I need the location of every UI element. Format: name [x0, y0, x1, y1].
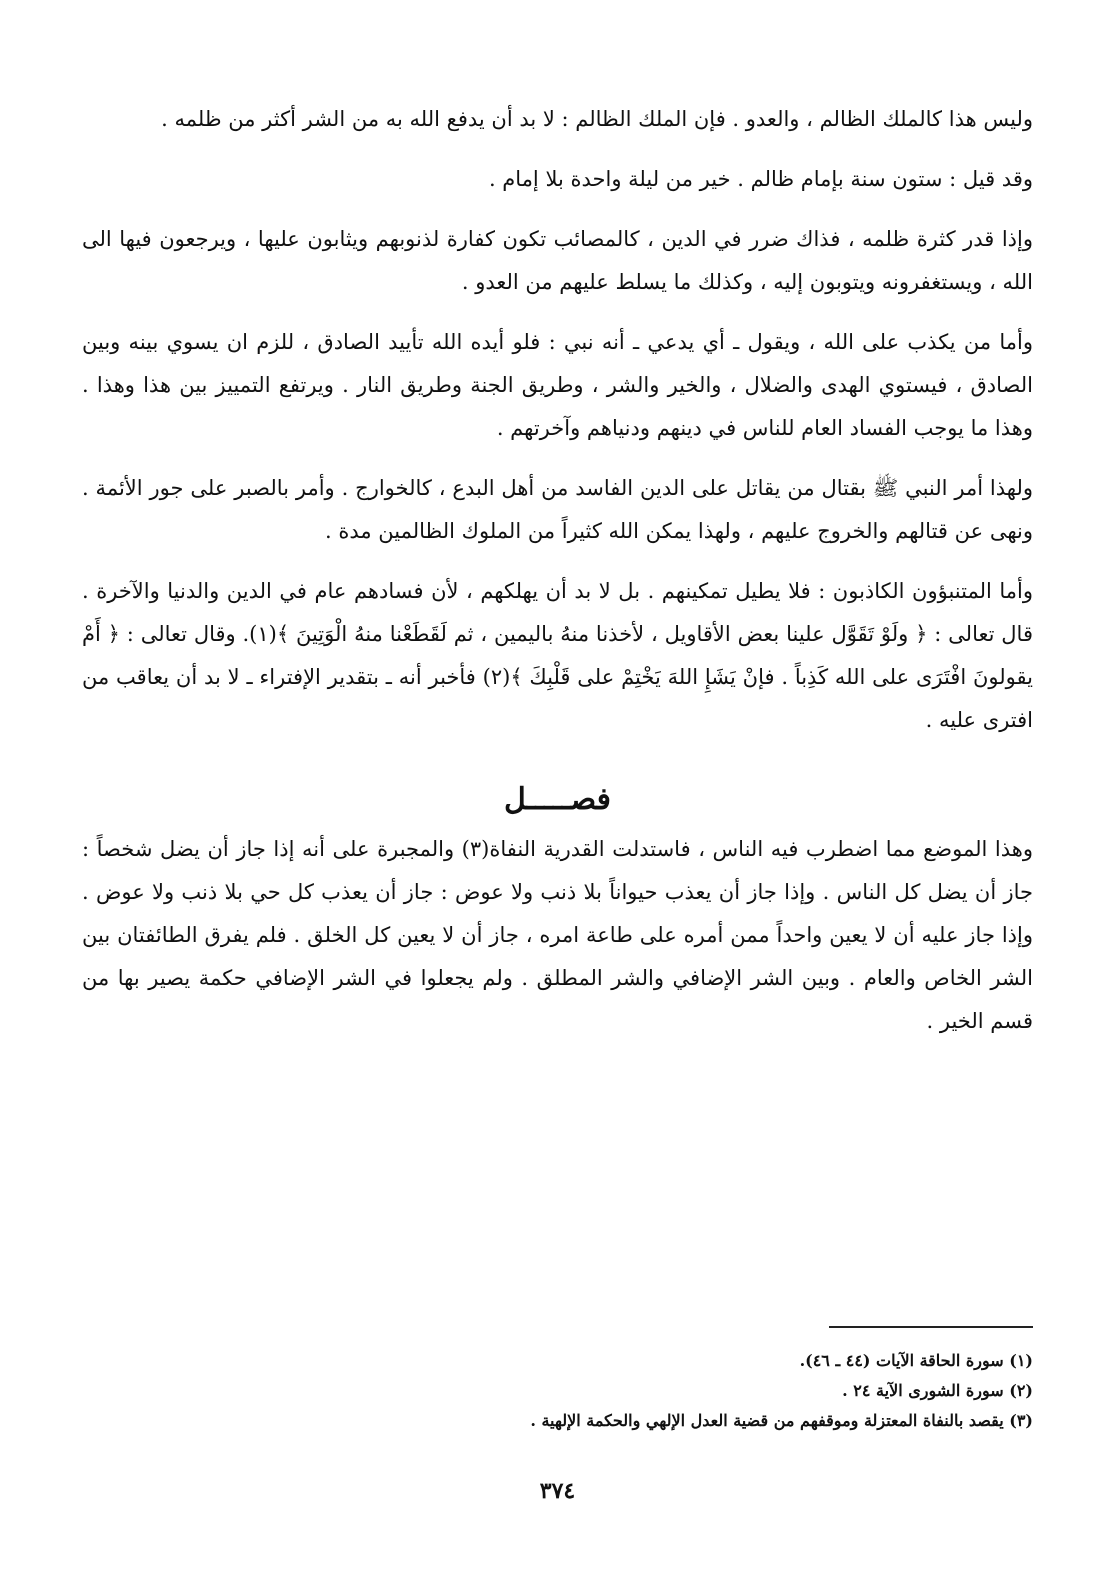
paragraph-2: وقد قيل : ستون سنة بإمام ظالم . خير من ليلة واحدة بلا إمام . — [488, 167, 1033, 191]
section-heading: فصـــــل — [503, 782, 612, 817]
paragraph-3: وإذا قدر كثرة ظلمه ، فذاك ضرر في الدين ، كالمصائب تكون كفارة لذنوبهم ويثابون عليها ، ويرجعون فيها الى الله ، ويستغفرونه ويتوبون إليه ، وكذلك ما يسلط عليهم من العدو . — [82, 227, 1033, 294]
footnote-2: (٢) سورة الشورى الآية ٢٤ . — [842, 1381, 1033, 1400]
page-number: ٣٧٤ — [539, 1478, 576, 1504]
section-paragraph: وهذا الموضع مما اضطرب فيه الناس ، فاستدلت القدرية النفاة(٣) والمجبرة على أنه إذا جاز أن يضل شخصاً : جاز أن يضل كل الناس . وإذا جاز أن يعذب حيواناً بلا ذنب ولا عوض : جاز أن يعذب كل حي بلا ذنب ولا عوض . وإذا جاز عليه أن لا يعين واحداً ممن أمره على طاعة امره ، جاز أن لا يعين كل الخلق . فلم يفرق الطائفتان بين الشر الخاص والعام . وبين الشر الإضافي والشر المطلق . ولم يجعلوا في الشر الإضافي حكمة يصير بها من قسم الخير . — [82, 837, 1033, 1033]
footnote-3: (٣) يقصد بالنفاة المعتزلة وموقفهم من قضية العدل الإلهي والحكمة الإلهية . — [530, 1411, 1033, 1430]
paragraph-1: وليس هذا كالملك الظالم ، والعدو . فإن الملك الظالم : لا بد أن يدفع الله به من الشر أكثر من ظلمه . — [161, 107, 1033, 131]
paragraph-5: ولهذا أمر النبي ﷺ بقتال من يقاتل على الدين الفاسد من أهل البدع ، كالخوارج . وأمر بالصبر على جور الأئمة . ونهى عن قتالهم والخروج عليهم ، ولهذا يمكن الله كثيراً من الملوك الظالمين مدة . — [82, 476, 1033, 543]
footnote-1: (١) سورة الحاقة الآيات (٤٤ ـ ٤٦). — [799, 1351, 1033, 1370]
paragraph-4: وأما من يكذب على الله ، ويقول ـ أي يدعي ـ أنه نبي : فلو أيده الله تأييد الصادق ، للزم ان يسوي بينه وبين الصادق ، فيستوي الهدى والضلال ، والخير والشر ، وطريق الجنة وطريق النار . ويرتفع التمييز بين هذا وهذا . وهذا ما يوجب الفساد العام للناس في دينهم ودنياهم وآخرتهم . — [82, 330, 1033, 440]
paragraph-6: وأما المتنبؤون الكاذبون : فلا يطيل تمكينهم . بل لا بد أن يهلكهم ، لأن فسادهم عام في الدين والدنيا والآخرة . قال تعالى : ﴿ ولَوْ تَقَوَّل علينا بعض الأقاويل ، لأخذنا منهُ باليمين ، ثم لَقَطَعْنا منهُ الْوَتِينَ ﴾(١). وقال تعالى : ﴿ أَمْ يقولونَ افْتَرَى على الله كَذِباً . فإنْ يَشَإِ اللهَ يَخْتِمْ على قَلْبِكَ ﴾(٢) فأخبر أنه ـ بتقدير الإفتراء ـ لا بد أن يعاقب من افترى عليه . — [82, 579, 1033, 732]
footnote-divider — [829, 1326, 1033, 1328]
footnotes — [82, 1346, 1033, 1436]
